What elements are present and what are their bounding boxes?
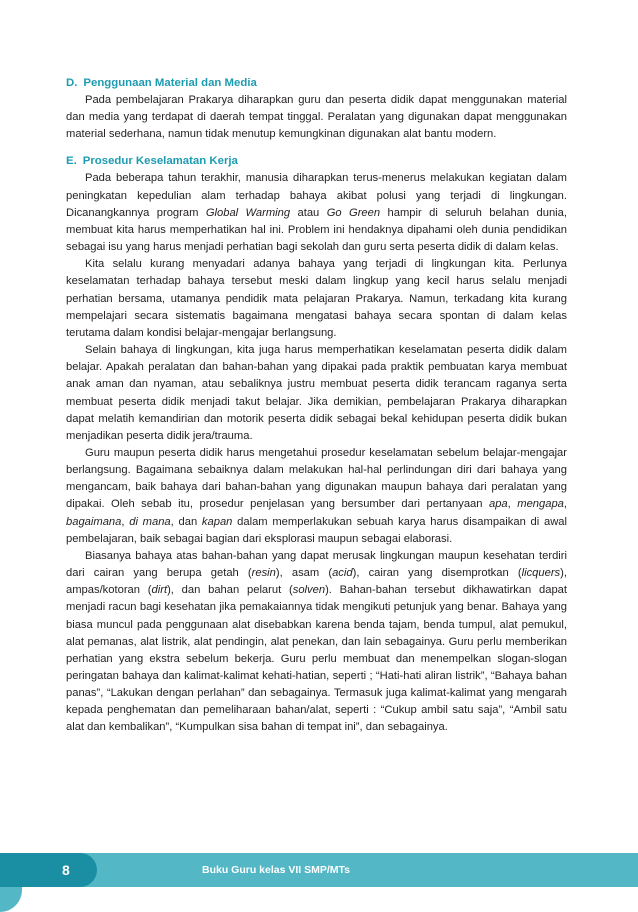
section-d-paragraph: Pada pembelajaran Prakarya diharapkan guru dan peserta didik dapat menggunakan material dan media yang terdapat di daerah tempat tinggal. Peralatan yang digunakan dapat menggunakan material sederhana, namun tidak menutup kemungkinan digunakan alat bantu modern. [66,94,567,141]
section-e-letter: E. [66,155,77,168]
section-d-title: Penggunaan Material dan Media [83,77,257,89]
section-d-letter: D. [66,77,78,89]
page-number: 8 [62,862,70,878]
section-e-heading [66,153,567,170]
section-e-paragraph-5: Biasanya bahaya atas bahan-bahan yang dapat merusak lingkungan maupun kesehatan terdiri dari cairan yang berupa getah (resin), asam (acid), cairan yang disemprotkan (licquers), ampas/kotoran (dirt), dan bahan pelarut (solven). Bahan-bahan tersebut dikhawatirkan dapat menjadi racun bagi kesehatan jika pemakaiannya tidak mengikuti petunjuk yang benar. Bahaya yang biasa muncul pada penggunaan alat disebabkan karena benda tajam, benda tumpul, alat pemukul, alat pemanas, alat listrik, alat pendingin, alat penekan, dan lain sebagainya. Guru perlu memberikan perhatian yang ekstra sebelum bekerja. Guru perlu membuat dan menempelkan slogan-slogan peringatan bahaya dan kalimat-kalimat kehati-hatian, seperti ; “Hati-hati aliran listrik”, “Bahaya bahan panas”, “Lakukan dengan perlahan” dan sebagainya. Termasuk juga kalimat-kalimat yang mengarah kepada penghematan dan pemeliharaan bahan/alat, seperti : “Cukup ambil satu saja”, “Ambil satu alat dan kembalikan”, “Kumpulkan sisa bahan di tempat ini”, dan sebagainya. [66,549,568,734]
footer-book-title: Buku Guru kelas VII SMP/MTs [202,864,351,876]
section-e-paragraph-2: Kita selalu kurang menyadari adanya bahaya yang terjadi di lingkungan kita. Perlunya keselamatan terhadap bahaya tersebut meski dalam lingkup yang kecil harus selalu menjadi perhatian bersama, utamanya pendidik mata pelajaran Prakarya. Namun, terkadang kita kurang mempelajari secara sistematis bagaimana mengatasi bahaya secara spontan di dalam kelas terutama dalam kondisi belajar-mengajar berlangsung. [66,258,567,339]
footer-corner-decoration [0,887,22,912]
page-number-tab [0,853,97,887]
section-e-paragraph-1: Pada beberapa tahun terakhir, manusia diharapkan terus-menerus melakukan kegiatan dalam peningkatan kepedulian alam terhadap bahaya akibat polusi yang terjadi di lingkungan. Dicanangkannya program Global Warming atau Go Green hampir di seluruh belahan dunia, membuat kita harus memperhatikan hal ini. Problem ini hendaknya dipahami oleh dunia pendidikan sebagai isu yang harus menjadi perhatian bagi sekolah dan guru serta peserta didik di dalam kelas. [66,172,567,254]
section-d-heading [66,75,567,92]
page-content [66,75,567,737]
section-e-paragraph-3: Selain bahaya di lingkungan, kita juga harus memperhatikan keselamatan peserta didik dalam belajar. Apakah peralatan dan bahan-bahan yang dipakai pada praktik pembuatan karya membuat anak aman dan nyaman, atau sebaliknya justru membuat peserta didik terancam raganya serta membuat peserta didik menjadi takut belajar. Jika demikian, pembelajaran Prakarya diharapkan dapat melatih kemandirian dan motorik peserta didik sebagai bekal kehidupan peserta didik bukan menjadikan peserta didik jera/trauma. [66,344,567,442]
section-e-paragraph-4: Guru maupun peserta didik harus mengetahui prosedur keselamatan sebelum belajar-mengajar berlangsung. Bagaimana sebaiknya dalam melakukan hal-hal perlindungan diri dari bahaya yang mengancam, baik bahaya dari bahan-bahan yang digunakan maupun bahaya dari peralatan yang dipakai. Oleh sebab itu, prosedur penjelasan yang bersumber dari pertanyaan apa, mengapa, bagaimana, di mana, dan kapan dalam memperlakukan sebuah karya harus disampaikan di awal pembelajaran, baik sebagai bagian dari eksplorasi maupun sebagai elaborasi. [66,446,568,545]
section-e-title: Prosedur Keselamatan Kerja [82,155,238,168]
